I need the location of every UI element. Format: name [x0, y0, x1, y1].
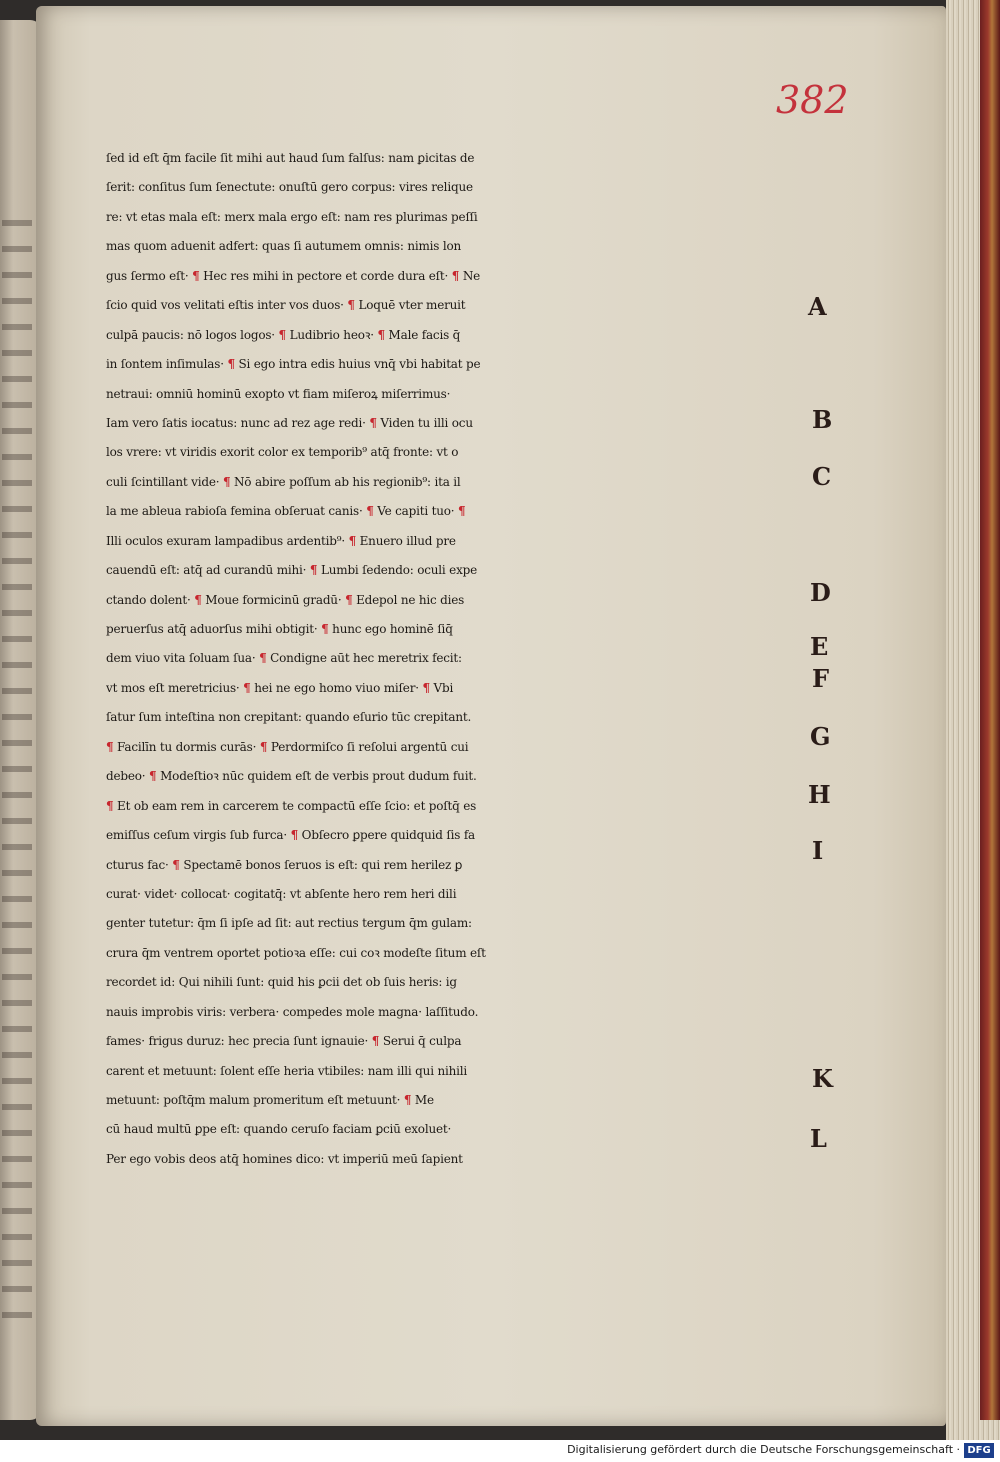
- text-line: carent et metuunt: ſolent eſſe heria vtibiles: nam illi qui nihili: [106, 1063, 468, 1078]
- text-line: curat· videt· collocat· cogitatq̄: vt abſente hero rem heri dili: [106, 886, 457, 901]
- text-line: debeo· ¶ Modeſtioꝛ nūc quidem eſt de verbis prout dudum fuit.: [106, 769, 477, 784]
- paragraph-mark: ¶: [348, 533, 356, 548]
- marginal-letter-i: I: [812, 836, 824, 865]
- text-line: Per ego vobis deos atq̄ homines dico: vt imperiū meū ſapient: [106, 1151, 463, 1166]
- paragraph-mark: ¶: [347, 298, 355, 313]
- text-line: cturus fac· ¶ Spectamē bonos ſeruos is eſt: qui rem herilez ꝑ: [106, 857, 463, 872]
- marginal-letter-b: B: [812, 405, 833, 434]
- text-line: netraui: omniū hominū exopto vt fiam miſeroꝝ miſerrimus·: [106, 386, 451, 401]
- paragraph-mark: ¶: [259, 651, 267, 666]
- text-line: ¶ Facilīn tu dormis curās· ¶ Perdormiſco ſi reſolui argentū cui: [106, 739, 469, 754]
- marginal-letter-g: G: [810, 722, 831, 751]
- text-line: mas quom aduenit adfert: quas ſi autumem omnis: nimis lon: [106, 239, 462, 254]
- text-line: fames· frigus duruz: hec precia ſunt ignauie· ¶ Serui q̄ culpa: [106, 1034, 462, 1049]
- paragraph-mark: ¶: [149, 769, 157, 784]
- paragraph-mark: ¶: [194, 592, 202, 607]
- text-line: ¶ Et ob eam rem in carcerem te compactū eſſe ſcio: et poſtq̄ es: [106, 798, 477, 813]
- marginal-letter-a: A: [808, 292, 827, 321]
- paragraph-mark: ¶: [290, 828, 299, 843]
- paragraph-mark: ¶: [243, 680, 251, 695]
- text-line: emiſſus ceſum virgis ſub furca· ¶ Obſecro ꝑpere quidquid ſis fa: [106, 828, 476, 843]
- text-line: recordet id: Qui nihili ſunt: quid his ꝑcii det ob ſuis heris: ig: [106, 975, 457, 990]
- text-line: cauendū eſt: atq̄ ad curandū mihi· ¶ Lumbi ſedendo: oculi expe: [106, 563, 478, 578]
- paragraph-mark: ¶: [422, 680, 430, 695]
- book-binding: [980, 0, 1000, 1420]
- text-line: ſed id eſt q̄m facile ſit mihi aut haud ſum falſus: nam ꝑicitas de: [106, 151, 475, 165]
- marginal-letter-d: D: [810, 578, 831, 607]
- text-block: [106, 144, 796, 1174]
- text-line: in ſontem inſimulas· ¶ Si ego intra edis huius vnq̄ vbi habitat pe: [106, 357, 481, 372]
- text-line: peruerſus atq̄ aduorſus mihi obtigit· ¶ hunc ego hominē ſiq̄: [106, 622, 453, 636]
- text-line: Illi oculos exuram lampadibus ardentib⁹· ¶ Enuero illud pre: [106, 533, 456, 548]
- text-line: crura q̄m ventrem oportet potioꝛa eſſe: cui coꝛ modeſte ſitum eſt: [106, 945, 486, 960]
- text-line: genter tutetur: q̄m ſi ipſe ad ſit: aut rectius tergum q̄m gulam:: [106, 916, 472, 931]
- text-line: la me ableua rabioſa femina obſeruat canis· ¶ Ve capiti tuo· ¶: [106, 504, 466, 519]
- text-line: Iam vero ſatis iocatus: nunc ad rez age redi· ¶ Viden tu illi ocu: [106, 415, 473, 430]
- paragraph-mark: ¶: [458, 504, 466, 519]
- paragraph-mark: ¶: [366, 504, 374, 519]
- text-line: ſatur ſum inteſtina non crepitant: quando eſurio tūc crepitant.: [106, 710, 472, 725]
- text-line: cū haud multū ꝑpe eſt: quando ceruſo faciam ꝑciū exoluet·: [106, 1122, 452, 1137]
- paragraph-mark: ¶: [371, 1034, 380, 1049]
- marginal-letter-l: L: [810, 1124, 827, 1153]
- paragraph-mark: ¶: [377, 327, 385, 342]
- text-line: ctando dolent· ¶ Moue formicinū gradū· ¶ Edepol ne hic dies: [106, 592, 465, 607]
- paragraph-mark: ¶: [227, 357, 235, 372]
- paragraph-mark: ¶: [278, 327, 286, 342]
- marginal-letter-e: E: [810, 632, 829, 661]
- paragraph-mark: ¶: [321, 622, 329, 636]
- text-line: dem viuo vita ſoluam ſua· ¶ Condigne aūt hec meretrix fecit:: [106, 651, 462, 666]
- text-line: culi ſcintillant vide· ¶ Nō abire poſſum ab his regionib⁹: ita il: [106, 474, 461, 489]
- footer-credit: Digitalisierung gefördert durch die Deutsche Forschungsgemeinschaft ·: [567, 1443, 960, 1456]
- paragraph-mark: ¶: [192, 268, 200, 283]
- marginal-letter-f: F: [812, 664, 830, 693]
- text-line: ſerit: conſitus ſum ſenectute: onuſtū gero corpus: vires relique: [106, 180, 473, 195]
- text-line: ſcio quid vos velitati eſtis inter vos duos· ¶ Loquē vter meruit: [106, 298, 466, 313]
- paragraph-mark: ¶: [369, 415, 377, 430]
- paragraph-mark: ¶: [309, 563, 318, 578]
- text-line: metuunt: poſtq̄m malum promeritum eſt metuunt· ¶ Me: [106, 1093, 434, 1107]
- paragraph-mark: ¶: [259, 739, 268, 754]
- paragraph-mark: ¶: [172, 857, 180, 872]
- text-line: re: vt etas mala eſt: merx mala ergo eſt: nam res plurimas peſſi: [106, 209, 478, 224]
- paragraph-mark: ¶: [106, 739, 114, 754]
- paragraph-mark: ¶: [345, 592, 353, 607]
- marginal-letter-h: H: [808, 780, 831, 809]
- paragraph-mark: ¶: [106, 798, 114, 813]
- facing-page-text-fragment: [2, 220, 32, 1320]
- dfg-logo: DFG: [964, 1443, 994, 1458]
- text-line: nauis improbis viris: verbera· compedes mole magna· laſſitudo.: [106, 1004, 479, 1019]
- paragraph-mark: ¶: [222, 474, 231, 489]
- folio-number: 382: [776, 78, 849, 122]
- marginal-letter-k: K: [812, 1064, 833, 1093]
- paragraph-mark: ¶: [403, 1093, 412, 1107]
- text-line: vt mos eſt meretricius· ¶ hei ne ego homo viuo miſer· ¶ Vbi: [106, 680, 454, 695]
- text-line: culpā paucis: nō logos logos· ¶ Ludibrio heoꝛ· ¶ Male facis q̄: [106, 327, 461, 342]
- marginal-letter-c: C: [812, 462, 832, 491]
- text-line: los vrere: vt viridis exorit color ex temporib⁹ atq̄ fronte: vt o: [106, 445, 459, 460]
- paragraph-mark: ¶: [451, 268, 460, 283]
- text-line: gus ſermo eſt· ¶ Hec res mihi in pectore et corde dura eſt· ¶ Ne: [106, 268, 481, 283]
